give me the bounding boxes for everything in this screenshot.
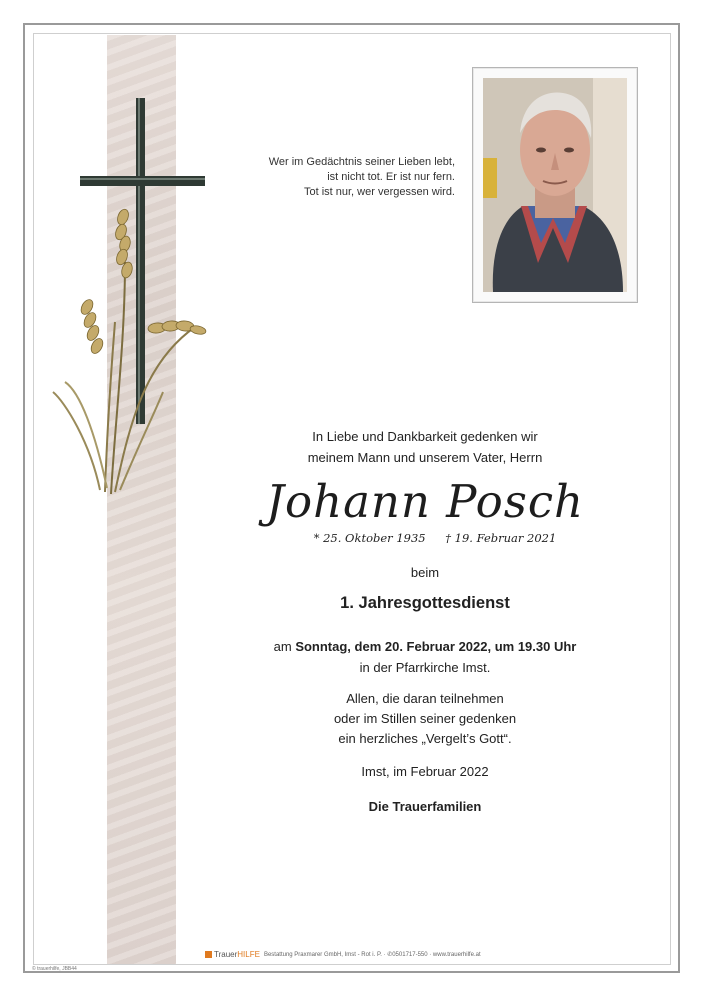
families-signature: Die Trauerfamilien — [368, 799, 482, 814]
death-date: † 19. Februar 2021 — [445, 531, 557, 545]
ceremony-title: 1. Jahresgottesdienst — [340, 594, 510, 612]
deceased-name: Johann Posch — [265, 475, 585, 528]
beim-text: beim — [410, 565, 440, 580]
footer — [205, 950, 481, 959]
place-date: Imst, im Februar 2022 — [361, 764, 489, 779]
cross-with-wheat-illustration — [45, 92, 210, 502]
trauerhilfe-logo-icon — [205, 951, 212, 958]
quote-line-3: Tot ist nur, wer vergessen wird. — [303, 186, 455, 198]
life-dates — [210, 530, 650, 546]
intro-line-1: In Liebe und Dankbarkeit gedenken wir — [312, 429, 538, 444]
ceremony-when — [210, 636, 640, 678]
when-prefix: am — [273, 639, 296, 654]
birth-date: * 25. Oktober 1935 — [313, 531, 426, 545]
footer-brand-2: HILFE — [237, 950, 260, 959]
intro-text — [210, 426, 640, 468]
portrait-frame — [472, 67, 638, 303]
invite-line-3: ein herzliches „Vergelt’s Gott“. — [338, 731, 512, 746]
quote-line-2: ist nicht tot. Er ist nur fern. — [327, 171, 455, 183]
when-datetime: Sonntag, dem 20. Februar 2022, um 19.30 Uhr — [295, 639, 577, 654]
intro-line-2: meinem Mann und unserem Vater, Herrn — [307, 450, 543, 465]
portrait-photo — [483, 78, 627, 292]
copyright: © trauerhilfe, JBB44 — [32, 966, 77, 972]
cross-icon — [80, 98, 205, 424]
invite-line-1: Allen, die daran teilnehmen — [346, 691, 504, 706]
invitation-text — [210, 689, 640, 749]
invite-line-2: oder im Stillen seiner gedenken — [333, 711, 517, 726]
footer-brand-1: Trauer — [214, 950, 238, 959]
when-place: in der Pfarrkirche Imst. — [359, 660, 491, 675]
wheat-icon — [53, 262, 195, 494]
memorial-quote — [210, 155, 455, 200]
quote-line-1: Wer im Gedächtnis seiner Lieben lebt, — [268, 156, 455, 168]
footer-text: Bestattung Praxmarer GmbH, Imst - Rot i. P. · ✆0501717-550 · www.trauerhilfe.at — [263, 952, 481, 958]
